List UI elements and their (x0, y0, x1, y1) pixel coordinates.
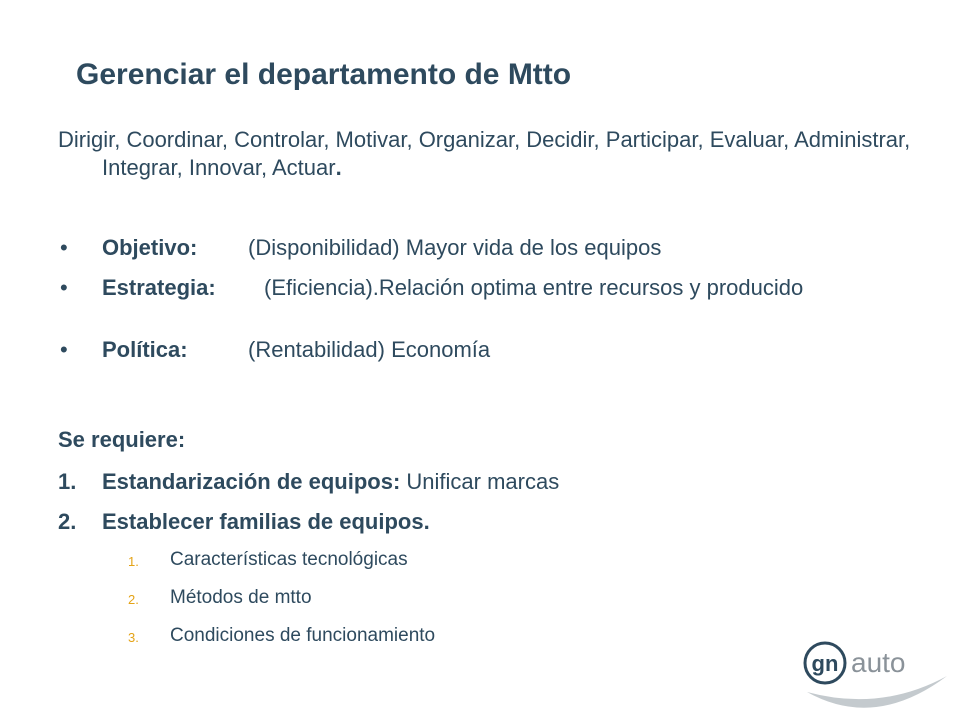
logo-name: auto (851, 647, 906, 678)
requirement-text (102, 508, 430, 536)
bullet-mark: • (60, 275, 68, 300)
subitem-text: Características tecnológicas (170, 549, 408, 570)
subitem (58, 548, 908, 572)
subitem-number: 1. (128, 554, 139, 569)
intro-text: Dirigir, Coordinar, Controlar, Motivar, Organizar, Decidir, Participar, Evaluar, Administrar, Integrar, Innovar, Actuar (58, 127, 911, 180)
subitem-text: Métodos de mtto (170, 587, 312, 608)
slide-title: Gerenciar el departamento de Mtto (76, 58, 572, 91)
bullet-label: Política: (102, 337, 188, 362)
requirement-item (58, 508, 908, 536)
requirement-detail: Unificar marcas (400, 469, 560, 494)
intro-paragraph (58, 126, 952, 182)
subitem-text: Condiciones de funcionamiento (170, 625, 436, 646)
bullet-label: Objetivo: (102, 235, 198, 260)
bullet-list (58, 234, 908, 364)
intro-end-period: . (335, 155, 342, 180)
bullet-value: (Rentabilidad) Economía (248, 337, 491, 362)
requirement-number: 1. (58, 469, 77, 494)
bullet-estrategia (58, 274, 908, 336)
logo-prefix: gn (811, 651, 839, 676)
requirement-bold: Estandarización de equipos: (102, 469, 401, 494)
bullet-mark: • (60, 337, 68, 362)
gn-auto-logo (795, 630, 955, 710)
bullet-label: Estrategia: (102, 275, 216, 300)
requirement-text (102, 468, 559, 496)
requirements-section (58, 426, 908, 662)
bullet-value: (Eficiencia).Relación optima entre recursos y producido (264, 275, 804, 300)
requirement-number: 2. (58, 509, 77, 534)
subitem-number: 2. (128, 592, 139, 607)
subitem (58, 624, 908, 648)
bullet-politica (58, 336, 908, 364)
subitem-number: 3. (128, 630, 139, 645)
requirement-item (58, 468, 908, 496)
subitem (58, 586, 908, 610)
requirement-bold: Establecer familias de equipos. (102, 509, 430, 534)
bullet-objetivo (58, 234, 908, 262)
bullet-mark: • (60, 235, 68, 260)
bullet-value: (Disponibilidad) Mayor vida de los equipos (248, 235, 662, 260)
requirements-heading: Se requiere: (58, 427, 186, 452)
